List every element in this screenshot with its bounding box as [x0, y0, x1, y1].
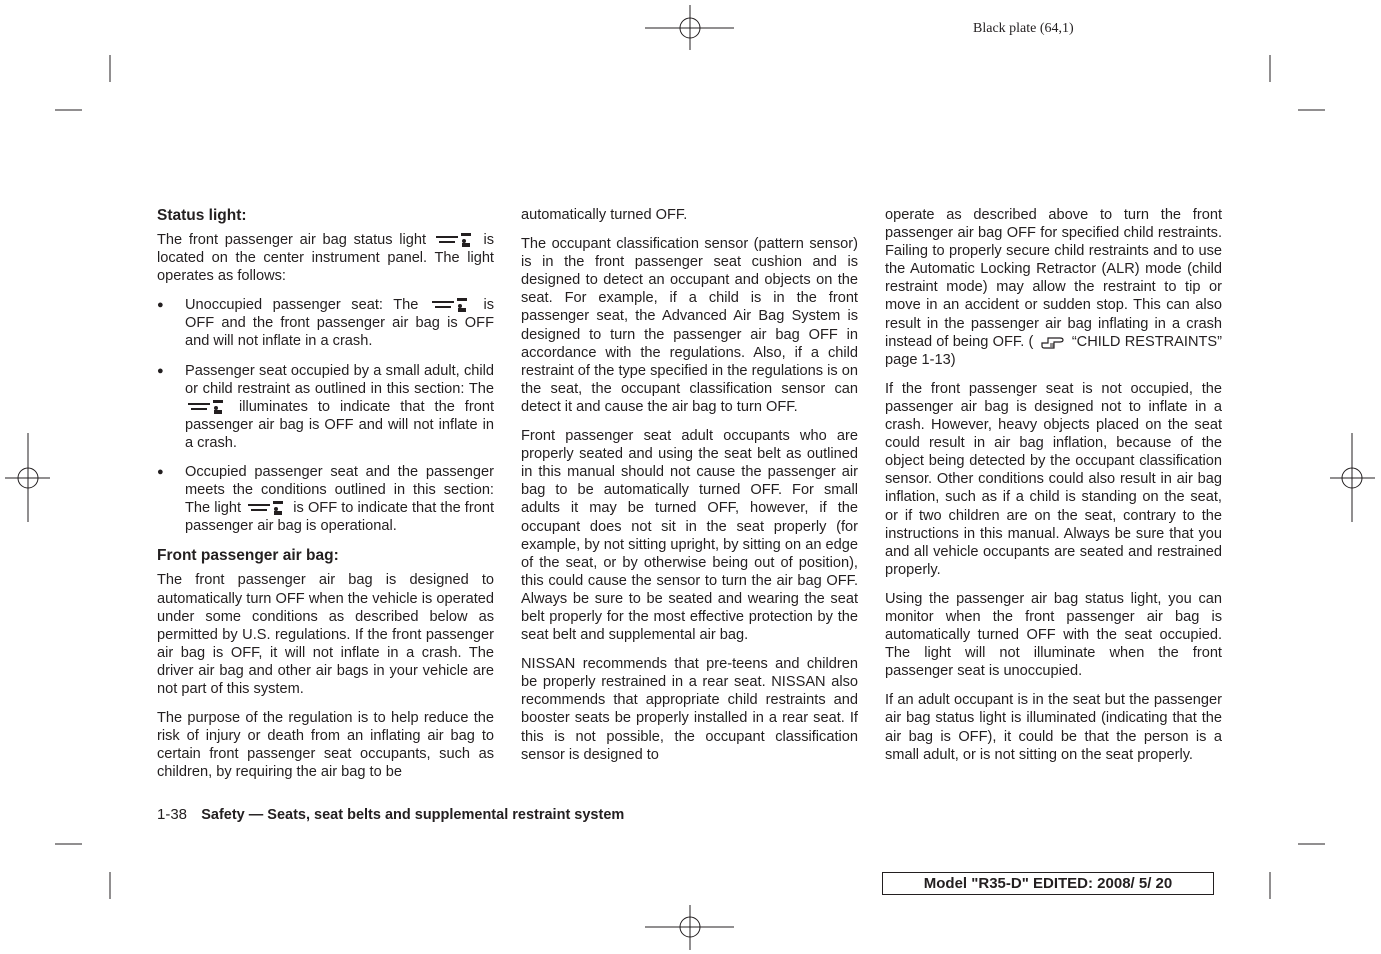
column-2: [521, 206, 858, 775]
status-light-list: [157, 296, 494, 535]
paragraph: automatically turned OFF.: [521, 207, 688, 223]
airbag-off-indicator-icon: [436, 232, 474, 248]
status-light-heading: Status light:: [157, 207, 247, 224]
paragraph: Front passenger seat adult occupants who are properly seated and using the seat belt as outlined in this manual should not cause the passenger air bag to be automatically turned OFF. For small adults it may be turned OFF, however, if the occupant does not sit in the seat properly (for example, by not sitting upright, by sitting on an edge of the seat, or by otherwise being out of position), this could cause the sensor to turn the air bag OFF. Always be sure to be seated and wearing the seat belt properly for the most effective protection by the seat belt and supplemental air bag.: [521, 428, 858, 644]
paragraph: NISSAN recommends that pre-teens and children be properly restrained in a rear seat. NISSAN also recommends that appropriate child restraints and booster seats be properly installed in a rear seat. If this is not possible, the occupant classification sensor is designed to: [521, 656, 858, 763]
page-footer: [157, 806, 624, 823]
list-item: ● Occupied passenger seat and the passenger meets the conditions outlined in this section: The light is OFF to indicate that the front passenger air bag is operational.: [157, 463, 494, 535]
airbag-off-indicator-icon: [432, 297, 470, 313]
pointing-hand-reference-icon: [1040, 334, 1066, 350]
status-light-intro: The front passenger air bag status light is located on the center instrument panel. The light operates as follows:: [157, 232, 495, 285]
paragraph: If an adult occupant is in the seat but the passenger air bag status light is illuminated (indicating that the air bag is OFF), it could be that the person is a small adult, or is not sitting on the seat properly.: [885, 692, 1222, 763]
plate-label: Black plate (64,1): [973, 21, 1074, 36]
paragraph: The purpose of the regulation is to help reduce the risk of injury or death from an inflating air bag to certain front passenger seat occupants, such as children, by requiring the air bag to be: [157, 710, 494, 781]
paragraph: Using the passenger air bag status light, you can monitor when the front passenger air bag is automatically turned OFF with the seat occupied. The light will not illuminate when the front passenger seat is unoccupied.: [885, 590, 1222, 680]
airbag-off-indicator-icon: [248, 500, 286, 516]
section-title: Safety — Seats, seat belts and supplemental restraint system: [201, 807, 625, 823]
list-item: ● Unoccupied passenger seat: The is OFF and the front passenger air bag is OFF and will not inflate in a crash.: [157, 296, 494, 350]
column-1: [157, 206, 494, 792]
paragraph: The front passenger air bag is designed to automatically turn OFF when the vehicle is operated under some conditions as described below as permitted by U.S. regulations. If the front passenger air bag is OFF, it will not inflate in a crash. The driver air bag and other air bags in your vehicle are not part of this system.: [157, 572, 494, 697]
paragraph: operate as described above to turn the front passenger air bag OFF for specified child restraints. Failing to properly secure child restraints and to use the Automatic Locking Retractor (ALR) mode (child restraint mode) may allow the restraint to tip or move in an accident or sudden stop. This can also result in the passenger air bag inflating in a crash instead of being OFF. ( “CHILD RESTRAINTS” page 1-13): [885, 207, 1222, 368]
page-number: 1-38: [157, 806, 188, 823]
model-edited-box: Model "R35-D" EDITED: 2008/ 5/ 20: [882, 872, 1214, 895]
list-item: ● Passenger seat occupied by a small adult, child or child restraint as outlined in this section: The illuminates to indicate that the front passenger air bag is OFF and will not inflate in a crash.: [157, 362, 494, 452]
paragraph: If the front passenger seat is not occupied, the passenger air bag is designed not to inflate in a crash. However, heavy objects placed on the seat could result in air bag inflation, because of the object being detected by the occupant classification sensor. Other conditions could also result in air bag inflation, such as if a child is standing on the seat, or if two children are on the seat, contrary to the instructions in this manual. Always be sure that you and all vehicle occupants are seated and restrained properly.: [885, 380, 1222, 578]
column-3: [885, 206, 1222, 775]
airbag-off-indicator-icon: [188, 399, 226, 415]
paragraph: The occupant classification sensor (pattern sensor) is in the front passenger seat cushion and is designed to detect an occupant and objects on the seat. For example, if a child is in the front passenger seat, the Advanced Air Bag System is designed to turn the passenger air bag OFF in accordance with the regulations. Also, if a child restraint of the type specified in the regulations is on the seat, the occupant classification sensor can detect it and cause the air bag to turn OFF.: [521, 236, 858, 415]
front-airbag-heading: Front passenger air bag:: [157, 547, 339, 565]
